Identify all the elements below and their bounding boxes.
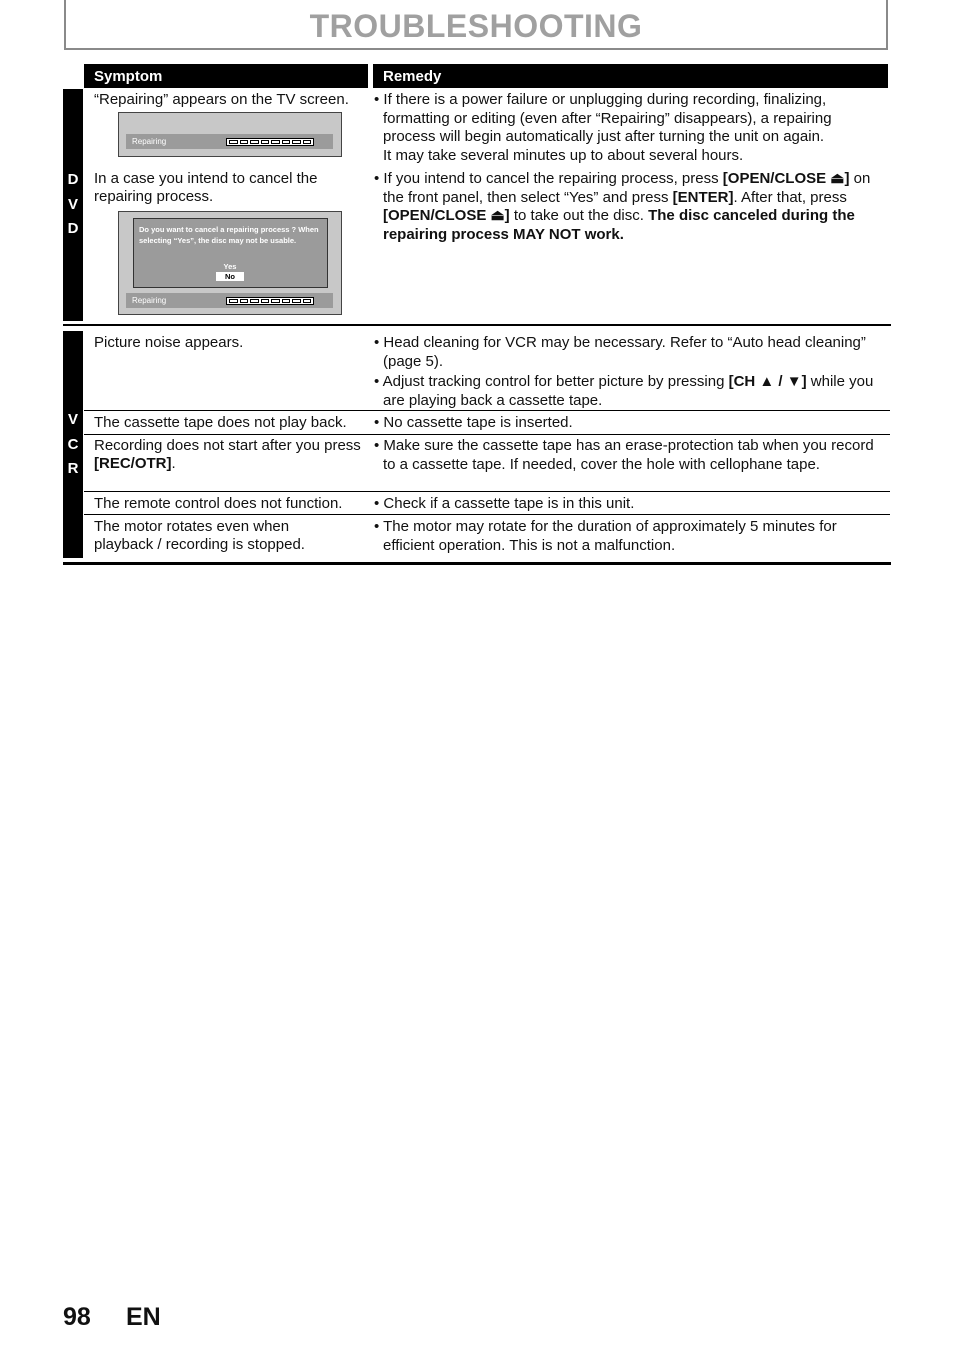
- row-divider: [84, 491, 890, 492]
- open-close-key: [OPEN/CLOSE ⏏]: [722, 170, 850, 187]
- open-close-key: [OPEN/CLOSE ⏏]: [383, 207, 510, 224]
- remedy-text: • If you intend to cancel the repairing process, press [OPEN/CLOSE ⏏] on the front panel, then select “Yes” and press [ENTER]. After that, press [OPEN/CLOSE ⏏] to take out the disc. The disc canceled during the repairing process MAY NOT work.: [374, 170, 871, 243]
- remedy-text: • Adjust tracking control for better picture by pressing [CH ▲ / ▼] while you are playing back a cassette tape.: [374, 373, 874, 409]
- side-letter: V: [67, 411, 78, 428]
- language-code: EN: [126, 1303, 161, 1331]
- remedy-text: It may take several minutes up to about several hours.: [383, 146, 744, 164]
- side-letter: D: [67, 220, 79, 237]
- vcr-remedy-no-play: [374, 414, 888, 433]
- remedy-text: • If there is a power failure or unplugging during recording, finalizing, formatting or editing (even after “Repairing” disappears), a repairing process will begin automatically just after turning the unit on again.: [374, 91, 832, 145]
- enter-key: [ENTER]: [672, 188, 734, 206]
- table-bottom-rule: [63, 562, 891, 565]
- section-divider: [63, 324, 891, 326]
- rec-otr-key: [REC/OTR]: [94, 455, 172, 472]
- side-letter: R: [67, 460, 79, 477]
- vcr-remedy-motor: [374, 518, 888, 555]
- dvd-symptom-cancel: In a case you intend to cancel the repairing process.: [94, 170, 318, 205]
- remedy-text: • Check if a cassette tape is in this unit.: [374, 495, 635, 512]
- repairing-label: Repairing: [132, 137, 167, 146]
- remedy-text: • Make sure the cassette tape has an erase-protection tab when you record to a cassette tape. If needed, cover the hole with cellophane tape.: [374, 437, 874, 473]
- yes-option: Yes: [223, 262, 237, 271]
- repairing-label: Repairing: [132, 296, 167, 305]
- vcr-remedy-no-record: [374, 437, 888, 474]
- remedy-text: • Head cleaning for VCR may be necessary. Refer to “Auto head cleaning” (page 5).: [374, 334, 866, 370]
- remedy-text: • No cassette tape is inserted.: [374, 414, 573, 431]
- title-frame: [64, 0, 888, 50]
- vcr-symptom-noise: Picture noise appears.: [94, 334, 244, 351]
- vcr-symptom-no-play: The cassette tape does not play back.: [94, 414, 347, 431]
- remedy-column-header: Remedy: [373, 64, 888, 88]
- side-letter: D: [67, 171, 79, 188]
- dvd-section-label: [63, 89, 83, 321]
- dialog-text: Do you want to cancel a repairing process ? When selecting “Yes”, the disc may not be usable.: [139, 225, 319, 245]
- row-divider: [84, 434, 890, 435]
- dvd-remedy-cancel: [374, 170, 888, 244]
- side-letter: V: [67, 195, 78, 213]
- repairing-progress: [226, 138, 314, 146]
- remedy-text: • The motor may rotate for the duration of approximately 5 minutes for efficient operation. This is not a malfunction.: [374, 518, 837, 554]
- row-divider: [84, 514, 890, 515]
- side-letter: C: [67, 435, 79, 453]
- page-title: TROUBLESHOOTING: [309, 8, 643, 44]
- repairing-screen-image: [118, 112, 342, 157]
- vcr-remedy-remote: [374, 495, 888, 514]
- cancel-dialog-screen-image: [118, 211, 342, 315]
- dvd-remedy-repairing: [374, 91, 888, 165]
- vcr-symptom-remote: The remote control does not function.: [94, 495, 343, 512]
- vcr-symptom-no-record: Recording does not start after you press [REC/OTR].: [94, 437, 361, 472]
- warning-text: The disc canceled during the repairing process MAY NOT work.: [383, 207, 855, 243]
- repairing-progress: [226, 297, 314, 305]
- dvd-symptom-repairing: “Repairing” appears on the TV screen.: [94, 91, 349, 108]
- channel-key: [CH ▲ / ▼]: [728, 373, 807, 390]
- page-number: 98: [63, 1303, 91, 1331]
- vcr-remedy-noise: [374, 334, 888, 410]
- vcr-section-label: [63, 331, 83, 558]
- symptom-column-header: Symptom: [84, 64, 368, 88]
- no-option: No: [216, 272, 244, 281]
- vcr-symptom-motor: The motor rotates even when playback / recording is stopped.: [94, 518, 305, 553]
- row-divider: [84, 410, 890, 411]
